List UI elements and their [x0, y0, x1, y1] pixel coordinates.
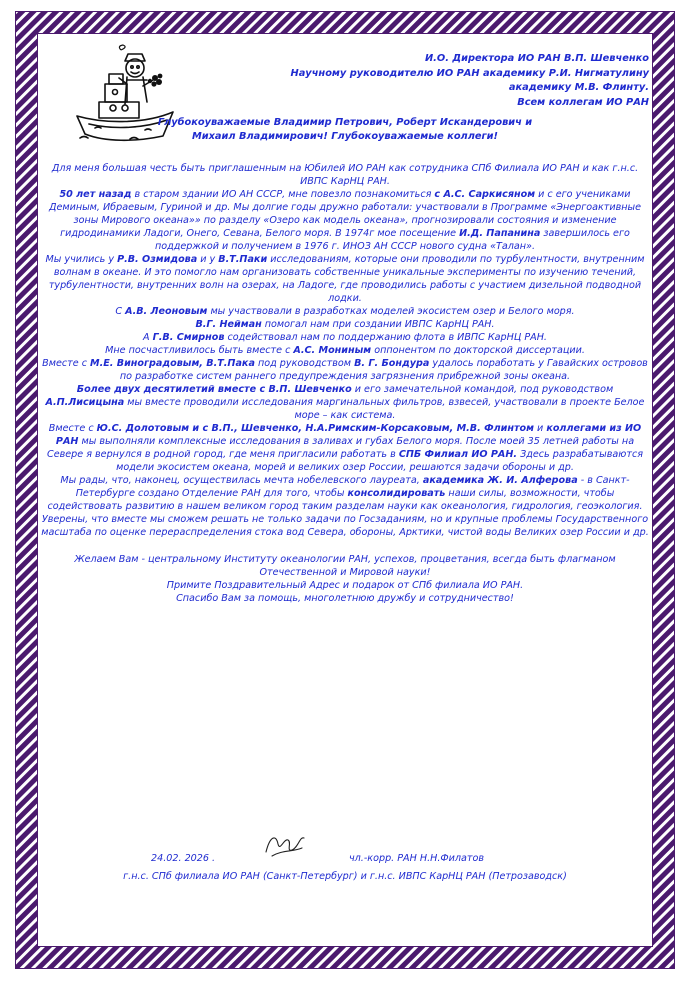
- text: оппонентом по докторской диссертации.: [371, 345, 585, 356]
- addressee-line: Научному руководителю ИО РАН академику Р.И. Нигматулину: [290, 67, 649, 79]
- emphasis: А.П.Лисицына: [45, 397, 125, 408]
- emphasis: Более двух десятилетий вместе с В.П. Шевченко: [76, 384, 352, 395]
- text: исследованиям, которые они проводили по турбулентности, внутренним волнам в океане. И это помогло нам организовать собственные уникальные эксперименты по изучению течений, турбулентности, внутренних волн на озерах, на Ладоге, где проводились работы с участием дизельной подводной лодки.: [48, 254, 645, 304]
- text: наши силы, возможности, чтобы содействовать развитию в нашем великом город таким разделам науки как океанология, гидрология, геоэкология. Уверены, что вместе мы сможем решать не только задачи по Госзаданиям, но и крупные проблемы Государственного масштаба по оценке перераспределения стока вод Севера, обороны, Арктики, чистой воды Великих озер России и др.: [41, 488, 649, 538]
- text: А: [143, 332, 153, 343]
- emphasis: 50 лет назад: [59, 189, 132, 200]
- text: С: [115, 306, 126, 317]
- handwritten-signature: [262, 830, 308, 860]
- paragraph: [41, 331, 649, 344]
- wish-line: Примите Поздравительный Адрес и подарок от СПб филиала ИО РАН.: [166, 580, 524, 591]
- text: Мне посчастливилось быть вместе с: [105, 345, 294, 356]
- emphasis: коллегами из ИО РАН: [55, 423, 642, 447]
- paragraph: [41, 344, 649, 357]
- text: Здесь разрабатываются модели экосистем океана, морей и великих озер России, решаются задачи обороны и др.: [116, 449, 643, 473]
- paragraph: [41, 318, 649, 331]
- paragraph: [41, 188, 649, 253]
- letter-body: [41, 162, 649, 539]
- emphasis: академика Ж. И. Алферова: [422, 475, 578, 486]
- signer-title-name: чл.-корр. РАН Н.Н.Филатов: [349, 853, 485, 864]
- addressee-block: [41, 52, 649, 110]
- addressee-line: Всем коллегам ИО РАН: [517, 96, 649, 108]
- signature-row: [41, 852, 649, 866]
- text: Вместе с: [42, 358, 91, 369]
- text: под руководством: [254, 358, 355, 369]
- emphasis: В.Г. Нейман: [195, 319, 262, 330]
- emphasis: А.В. Леоновым: [125, 306, 208, 317]
- wishes: [41, 553, 649, 605]
- text: Мы рады, что, наконец, осуществилась мечта нобелевского лауреата,: [60, 475, 423, 486]
- letter-content: [41, 52, 649, 932]
- wish-line: Желаем Вам - центральному Институту океанологии РАН, успехов, процветания, всегда быть флагманом Отечественной и Мировой науки!: [74, 554, 616, 578]
- greeting-line: Михаил Владимирович! Глубокоуважаемые коллеги!: [191, 131, 498, 142]
- emphasis: Р.В. Озмидова: [117, 254, 198, 265]
- emphasis: Г.В. Смирнов: [152, 332, 225, 343]
- emphasis: В.Т.Паки: [218, 254, 268, 265]
- wish-line: Спасибо Вам за помощь, многолетнюю дружбу и сотрудничество!: [176, 593, 514, 604]
- text: мы вместе проводили исследования маргинальных фильтров, взвесей, участвовали в проекте Белое море – как система.: [124, 397, 645, 421]
- text: мы выполняли комплексные исследования в заливах и губах Белого моря. После моей 35 летней работы на Севере я вернулся в родной город, где меня пригласили работать в: [47, 436, 635, 460]
- text: содействовал нам по поддержанию флота в ИВПС КарНЦ РАН.: [224, 332, 547, 343]
- text: и: [533, 423, 547, 434]
- date: 24.02. 2026 .: [151, 853, 216, 864]
- paragraph: [41, 383, 649, 422]
- greeting-line: Глубокоуважаемые Владимир Петрович, Роберт Искандерович и: [157, 117, 533, 128]
- greeting: [41, 116, 649, 144]
- paragraph: [41, 357, 649, 383]
- text: в старом здании ИО АН СССР, мне повезло познакомиться: [131, 189, 435, 200]
- addressee-line: И.О. Директора ИО РАН В.П. Шевченко: [424, 53, 649, 64]
- text: Вместе с: [48, 423, 97, 434]
- emphasis: В. Г. Бондура: [354, 358, 430, 369]
- text: - в Санкт-Петербурге создано Отделение РАН для того, чтобы: [75, 475, 630, 499]
- text: Мы учились у: [45, 254, 118, 265]
- signature-block: [41, 852, 649, 883]
- emphasis: И.Д. Папанина: [459, 228, 541, 239]
- paragraph: [41, 253, 649, 305]
- text: и с его учениками Деминым, Ибраевым, Гуриной и др. Мы долгие годы дружно работали: участвовали в Программе «Энергоактивные зоны Мирового океана»» по разделу «Озеро как модель океана», прогнозировали состояния и изменение гидродинамики Ладоги, Онего, Севана, Белого моря. В 1974г мое посещение: [48, 189, 642, 239]
- signer-affiliation: г.н.с. СПб филиала ИО РАН (Санкт-Петербург) и г.н.с. ИВПС КарНЦ РАН (Петрозаводск): [123, 871, 567, 882]
- emphasis: СПБ Филиал ИО РАН.: [398, 449, 518, 460]
- text: завершилось его поддержкой и получением в 1976 г. ИНОЗ АН СССР нового судна «Талан».: [154, 228, 630, 252]
- paragraph: [41, 305, 649, 318]
- text: и его замечательной командой, под руководством: [351, 384, 614, 395]
- emphasis: А.С. Мониным: [293, 345, 372, 356]
- text: мы участвовали в разработках моделей экосистем озер и Белого моря.: [207, 306, 575, 317]
- paragraph: [41, 422, 649, 474]
- text: помогал нам при создании ИВПС КарНЦ РАН.: [261, 319, 495, 330]
- emphasis: с А.С. Саркисяном: [434, 189, 536, 200]
- paragraph: Для меня большая честь быть приглашенным на Юбилей ИО РАН как сотрудника СПб Филиала ИО РАН и как г.н.с. ИВПС КарНЦ РАН.: [51, 163, 639, 187]
- emphasis: консолидировать: [347, 488, 446, 499]
- paragraph: [41, 474, 649, 539]
- text: и у: [197, 254, 219, 265]
- addressee-line: академику М.В. Флинту.: [508, 82, 649, 93]
- emphasis: Ю.С. Долотовым и с В.П., Шевченко, Н.А.Римским-Корсаковым, М.В. Флинтом: [96, 423, 534, 434]
- text: удалось поработать у Гавайских островов по разработке систем раннего предупреждения загрязнения прибрежной зоны океана.: [119, 358, 648, 382]
- emphasis: М.Е. Виноградовым, В.Т.Пака: [90, 358, 255, 369]
